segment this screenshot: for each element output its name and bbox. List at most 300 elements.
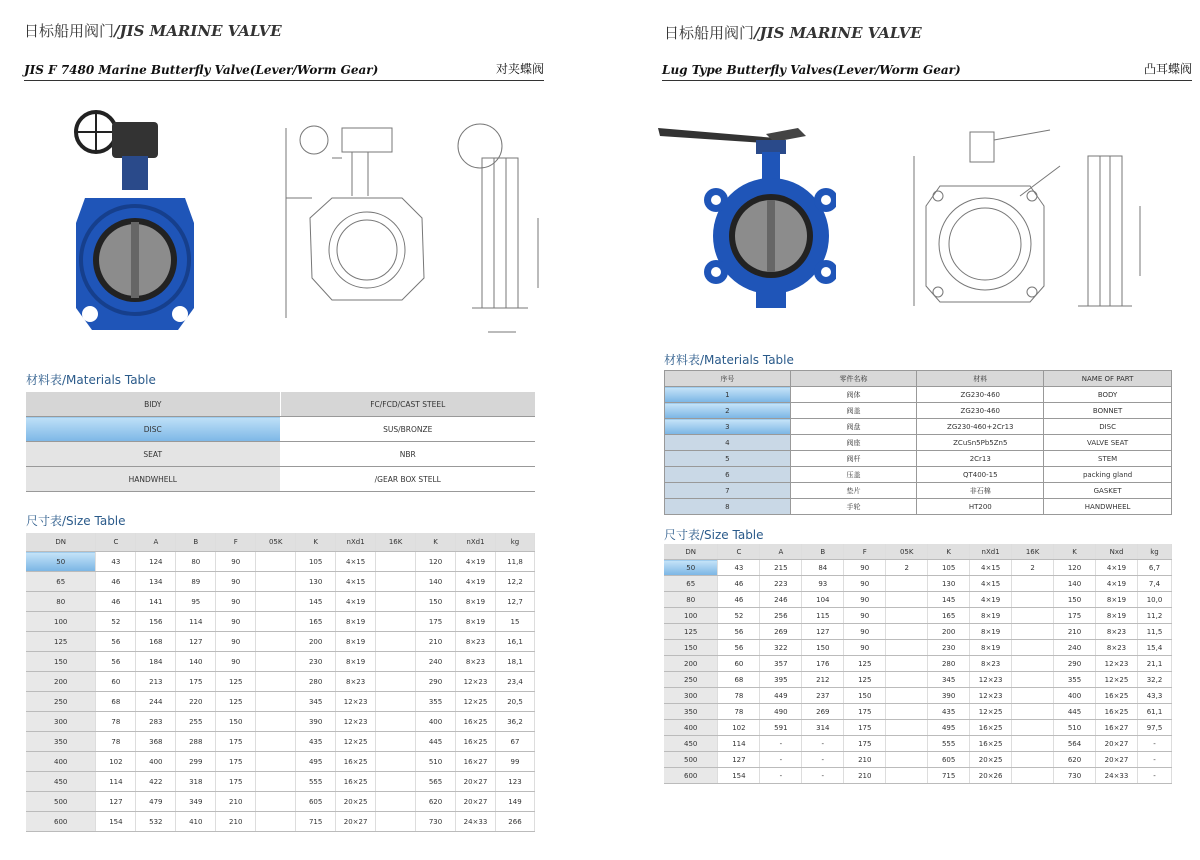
table-cell <box>886 768 928 784</box>
table-cell: 510 <box>416 752 456 772</box>
dn-cell: 450 <box>26 772 96 792</box>
table-cell: 322 <box>760 640 802 656</box>
table-cell <box>886 608 928 624</box>
table-row <box>664 720 1172 736</box>
table-cell: 16×25 <box>336 752 376 772</box>
table-row <box>664 688 1172 704</box>
table-row <box>26 612 535 632</box>
table-cell: 阀盖 <box>790 403 917 419</box>
table-cell: 115 <box>802 608 844 624</box>
table-cell: 8×19 <box>970 608 1012 624</box>
table-cell: 125 <box>844 672 886 688</box>
brand-en: /JIS MARINE VALVE <box>114 22 282 40</box>
column-header: K <box>928 544 970 560</box>
dn-cell: 125 <box>26 632 96 652</box>
table-row <box>26 672 535 692</box>
table-cell <box>376 792 416 812</box>
table-cell: 2 <box>1012 560 1054 576</box>
no-cell: 1 <box>665 387 791 403</box>
column-header: 零件名称 <box>790 371 917 387</box>
table-row <box>664 624 1172 640</box>
table-cell: 175 <box>176 672 216 692</box>
table-cell: HANDWHEEL <box>1044 499 1172 515</box>
table-cell: 175 <box>216 732 256 752</box>
table-row <box>664 672 1172 688</box>
table-row <box>26 572 535 592</box>
part-cell: DISC <box>26 417 280 442</box>
table-cell: 127 <box>802 624 844 640</box>
table-cell: 23,4 <box>495 672 534 692</box>
table-cell: 12×25 <box>970 704 1012 720</box>
table-cell: 318 <box>176 772 216 792</box>
table-cell: 90 <box>844 640 886 656</box>
table-cell <box>1012 608 1054 624</box>
table-cell: 175 <box>216 772 256 792</box>
table-cell: 90 <box>844 576 886 592</box>
table-cell: 89 <box>176 572 216 592</box>
table-cell: 90 <box>216 632 256 652</box>
table-cell: 垫片 <box>790 483 917 499</box>
table-cell: 20×25 <box>336 792 376 812</box>
size-header-row <box>26 533 535 552</box>
table-cell: 阀盘 <box>790 419 917 435</box>
table-cell: 114 <box>176 612 216 632</box>
column-header: K <box>296 533 336 552</box>
table-cell: 210 <box>844 752 886 768</box>
table-cell: 154 <box>96 812 136 832</box>
lug-valve-photo <box>656 120 836 310</box>
table-cell: 240 <box>1054 640 1096 656</box>
table-cell: 4×19 <box>970 592 1012 608</box>
table-cell: 93 <box>802 576 844 592</box>
table-cell: 210 <box>844 768 886 784</box>
table-cell <box>376 692 416 712</box>
table-cell: 67 <box>495 732 534 752</box>
brand-en: /JIS MARINE VALVE <box>754 24 922 42</box>
table-cell <box>1012 752 1054 768</box>
table-cell <box>376 812 416 832</box>
table-cell: 395 <box>760 672 802 688</box>
table-cell: 130 <box>928 576 970 592</box>
no-cell: 3 <box>665 419 791 435</box>
table-row <box>26 812 535 832</box>
table-cell: - <box>802 768 844 784</box>
table-row <box>26 772 535 792</box>
table-cell: 8×19 <box>1096 592 1138 608</box>
table-cell: 12,2 <box>495 572 534 592</box>
table-cell: 280 <box>296 672 336 692</box>
dn-cell: 500 <box>664 752 718 768</box>
no-cell: 8 <box>665 499 791 515</box>
table-cell: 56 <box>718 624 760 640</box>
dn-cell: 125 <box>664 624 718 640</box>
dn-cell: 200 <box>26 672 96 692</box>
table-cell <box>256 592 296 612</box>
table-cell: 8×19 <box>336 652 376 672</box>
table-cell: 141 <box>136 592 176 612</box>
table-cell: 345 <box>928 672 970 688</box>
table-cell: 176 <box>802 656 844 672</box>
table-row <box>26 417 535 442</box>
dn-cell: 300 <box>664 688 718 704</box>
table-cell: - <box>760 736 802 752</box>
table-cell: 78 <box>718 688 760 704</box>
table-row <box>26 712 535 732</box>
no-cell: 2 <box>665 403 791 419</box>
table-cell: 43,3 <box>1137 688 1171 704</box>
table-cell: 730 <box>416 812 456 832</box>
column-header: B <box>176 533 216 552</box>
table-cell: 56 <box>718 640 760 656</box>
table-cell: 52 <box>96 612 136 632</box>
table-cell: 280 <box>928 656 970 672</box>
table-cell <box>886 736 928 752</box>
table-cell: 90 <box>216 552 256 572</box>
table-cell: 56 <box>96 652 136 672</box>
table-cell <box>256 552 296 572</box>
table-cell: 90 <box>844 624 886 640</box>
table-cell: 200 <box>296 632 336 652</box>
table-cell: 120 <box>1054 560 1096 576</box>
table-cell <box>376 772 416 792</box>
table-row <box>665 483 1172 499</box>
column-header: 序号 <box>665 371 791 387</box>
table-row <box>664 736 1172 752</box>
table-cell: 269 <box>802 704 844 720</box>
product-title: JIS F 7480 Marine Butterfly Valve(Lever/Worm Gear) <box>24 63 379 77</box>
dn-cell: 250 <box>664 672 718 688</box>
no-cell: 6 <box>665 467 791 483</box>
table-cell: 2Cr13 <box>917 451 1044 467</box>
table-cell: 290 <box>416 672 456 692</box>
table-row <box>26 442 535 467</box>
table-cell: - <box>1137 768 1171 784</box>
table-cell: 349 <box>176 792 216 812</box>
part-cell: SEAT <box>26 442 280 467</box>
table-cell: 532 <box>136 812 176 832</box>
table-row <box>665 451 1172 467</box>
table-cell: 715 <box>296 812 336 832</box>
table-cell: 84 <box>802 560 844 576</box>
table-cell: 127 <box>176 632 216 652</box>
table-cell: 80 <box>176 552 216 572</box>
table-cell: 8×23 <box>970 656 1012 672</box>
table-cell: - <box>760 752 802 768</box>
table-row <box>26 392 535 417</box>
dn-cell: 500 <box>26 792 96 812</box>
table-row <box>664 592 1172 608</box>
column-header: Nxd <box>1096 544 1138 560</box>
table-cell: ZG230-460 <box>917 403 1044 419</box>
table-cell: 16,1 <box>495 632 534 652</box>
table-cell: 11,5 <box>1137 624 1171 640</box>
table-cell <box>256 712 296 732</box>
column-header: NAME OF PART <box>1044 371 1172 387</box>
table-cell: 20×27 <box>1096 736 1138 752</box>
table-cell: 184 <box>136 652 176 672</box>
table-cell: 564 <box>1054 736 1096 752</box>
table-cell: 46 <box>96 572 136 592</box>
table-cell <box>376 732 416 752</box>
table-cell: VALVE SEAT <box>1044 435 1172 451</box>
table-cell: 90 <box>216 652 256 672</box>
table-cell: packing gland <box>1044 467 1172 483</box>
table-cell: 355 <box>1054 672 1096 688</box>
table-cell: 12,7 <box>495 592 534 612</box>
table-cell: 565 <box>416 772 456 792</box>
table-cell <box>256 772 296 792</box>
column-header: nXd1 <box>456 533 496 552</box>
table-cell: 210 <box>416 632 456 652</box>
table-cell: 15,4 <box>1137 640 1171 656</box>
table-cell: 4×15 <box>970 576 1012 592</box>
table-cell: 2 <box>886 560 928 576</box>
product-header <box>24 60 544 81</box>
materials-heading: 材料表/Materials Table <box>26 373 156 387</box>
table-cell <box>886 752 928 768</box>
table-cell <box>886 672 928 688</box>
table-cell <box>256 792 296 812</box>
table-row <box>664 576 1172 592</box>
table-cell: 114 <box>718 736 760 752</box>
table-cell: 299 <box>176 752 216 772</box>
table-cell: 78 <box>96 732 136 752</box>
table-cell: 555 <box>296 772 336 792</box>
table-cell: 90 <box>844 560 886 576</box>
size-heading: 尺寸表/Size Table <box>26 514 126 528</box>
table-cell: 400 <box>136 752 176 772</box>
table-cell: 12×23 <box>336 712 376 732</box>
brand-cn: 日标船用阀门 <box>24 22 115 40</box>
table-cell <box>376 572 416 592</box>
column-header: F <box>844 544 886 560</box>
table-cell: 78 <box>96 712 136 732</box>
table-cell: 21,1 <box>1137 656 1171 672</box>
table-cell: BODY <box>1044 387 1172 403</box>
table-cell: 510 <box>1054 720 1096 736</box>
table-cell: 591 <box>760 720 802 736</box>
table-cell: 16×25 <box>1096 704 1138 720</box>
column-header: A <box>136 533 176 552</box>
size-heading: 尺寸表/Size Table <box>664 528 764 542</box>
table-cell: 90 <box>216 612 256 632</box>
table-cell <box>256 572 296 592</box>
table-cell: 20×27 <box>456 792 496 812</box>
table-cell <box>1012 656 1054 672</box>
table-cell: 175 <box>844 736 886 752</box>
table-cell: 8×23 <box>456 632 496 652</box>
materials-table <box>26 392 535 492</box>
table-cell: 269 <box>760 624 802 640</box>
table-cell: 95 <box>176 592 216 612</box>
dn-cell: 350 <box>26 732 96 752</box>
table-cell <box>376 612 416 632</box>
table-cell: 4×19 <box>1096 576 1138 592</box>
table-cell: 605 <box>928 752 970 768</box>
material-cell: FC/FCD/CAST STEEL <box>280 392 535 417</box>
table-cell: 4×19 <box>1096 560 1138 576</box>
table-cell: QT400-15 <box>917 467 1044 483</box>
lug-valve-drawing <box>910 126 1170 316</box>
table-cell: 104 <box>802 592 844 608</box>
table-row <box>664 656 1172 672</box>
materials-header-row <box>665 371 1172 387</box>
table-cell: 145 <box>928 592 970 608</box>
table-cell: 12×23 <box>970 672 1012 688</box>
table-cell: 237 <box>802 688 844 704</box>
table-row <box>665 419 1172 435</box>
dn-cell: 350 <box>664 704 718 720</box>
column-header: kg <box>1137 544 1171 560</box>
table-cell <box>376 752 416 772</box>
table-cell: 15 <box>495 612 534 632</box>
table-cell <box>886 592 928 608</box>
column-header: F <box>216 533 256 552</box>
table-cell: 4×15 <box>336 552 376 572</box>
dn-cell: 150 <box>26 652 96 672</box>
table-cell <box>886 688 928 704</box>
table-cell: 230 <box>928 640 970 656</box>
table-cell: 244 <box>136 692 176 712</box>
table-cell: 16×27 <box>456 752 496 772</box>
table-cell: 210 <box>216 792 256 812</box>
column-header: 16K <box>376 533 416 552</box>
table-cell: 175 <box>844 704 886 720</box>
table-cell: 43 <box>718 560 760 576</box>
table-cell: 4×15 <box>336 572 376 592</box>
table-cell: 495 <box>296 752 336 772</box>
table-cell <box>886 640 928 656</box>
table-cell: 10,0 <box>1137 592 1171 608</box>
table-row <box>664 768 1172 784</box>
table-cell: 8×23 <box>456 652 496 672</box>
table-cell: 非石棉 <box>917 483 1044 499</box>
table-cell: 16×27 <box>1096 720 1138 736</box>
table-cell <box>1012 736 1054 752</box>
table-cell: 16×25 <box>970 736 1012 752</box>
column-header: DN <box>664 544 718 560</box>
materials-table <box>664 370 1172 515</box>
table-cell: 255 <box>176 712 216 732</box>
table-row <box>26 692 535 712</box>
table-row <box>665 499 1172 515</box>
table-cell: 99 <box>495 752 534 772</box>
table-cell: 165 <box>928 608 970 624</box>
table-cell: 8×19 <box>456 612 496 632</box>
table-cell: 8×19 <box>970 640 1012 656</box>
table-cell: 290 <box>1054 656 1096 672</box>
table-cell: 168 <box>136 632 176 652</box>
table-cell: 8×19 <box>1096 608 1138 624</box>
table-cell: 479 <box>136 792 176 812</box>
table-cell: 125 <box>216 672 256 692</box>
table-cell: 90 <box>844 592 886 608</box>
table-cell: 12×23 <box>456 672 496 692</box>
column-header: nXd1 <box>336 533 376 552</box>
wafer-valve-drawing <box>272 118 552 340</box>
material-cell: SUS/BRONZE <box>280 417 535 442</box>
material-cell: /GEAR BOX STELL <box>280 467 535 492</box>
dn-cell: 150 <box>664 640 718 656</box>
table-cell: 8×19 <box>336 632 376 652</box>
table-row <box>26 632 535 652</box>
table-cell: 8×19 <box>970 624 1012 640</box>
column-header: DN <box>26 533 96 552</box>
table-cell <box>256 752 296 772</box>
table-cell: 230 <box>296 652 336 672</box>
table-cell: 16×25 <box>970 720 1012 736</box>
table-cell: 114 <box>96 772 136 792</box>
table-cell: 175 <box>1054 608 1096 624</box>
table-row <box>26 792 535 812</box>
table-cell: - <box>760 768 802 784</box>
dn-cell: 200 <box>664 656 718 672</box>
column-header: C <box>96 533 136 552</box>
table-cell: 32,2 <box>1137 672 1171 688</box>
table-cell <box>1012 576 1054 592</box>
table-cell: 90 <box>844 608 886 624</box>
table-cell: 490 <box>760 704 802 720</box>
column-header: K <box>416 533 456 552</box>
table-cell: 60 <box>718 656 760 672</box>
table-row <box>26 592 535 612</box>
table-cell: 8×23 <box>1096 624 1138 640</box>
table-cell <box>376 552 416 572</box>
table-cell: ZG230-460+2Cr13 <box>917 419 1044 435</box>
dn-cell: 80 <box>664 592 718 608</box>
table-cell: 16×25 <box>1096 688 1138 704</box>
table-cell: 215 <box>760 560 802 576</box>
table-cell: 127 <box>96 792 136 812</box>
table-cell: - <box>802 752 844 768</box>
table-cell: 6,7 <box>1137 560 1171 576</box>
table-cell: 阀座 <box>790 435 917 451</box>
table-cell: 140 <box>416 572 456 592</box>
table-cell: 36,2 <box>495 712 534 732</box>
table-cell: 314 <box>802 720 844 736</box>
table-cell: 390 <box>928 688 970 704</box>
table-cell: 495 <box>928 720 970 736</box>
table-cell: 60 <box>96 672 136 692</box>
table-cell: 90 <box>216 572 256 592</box>
table-cell: 125 <box>844 656 886 672</box>
table-cell: 8×23 <box>1096 640 1138 656</box>
brand-heading <box>24 20 282 41</box>
table-cell: 127 <box>718 752 760 768</box>
table-cell: 283 <box>136 712 176 732</box>
table-row <box>664 560 1172 576</box>
size-header-row <box>664 544 1172 560</box>
table-cell: 压盖 <box>790 467 917 483</box>
table-cell <box>1012 592 1054 608</box>
table-cell <box>376 652 416 672</box>
table-cell: HT200 <box>917 499 1044 515</box>
size-table <box>26 533 535 832</box>
table-cell: 123 <box>495 772 534 792</box>
table-cell: 223 <box>760 576 802 592</box>
table-cell: 345 <box>296 692 336 712</box>
table-cell: 156 <box>136 612 176 632</box>
table-cell: 阀杆 <box>790 451 917 467</box>
dn-cell: 50 <box>26 552 96 572</box>
table-cell: 18,1 <box>495 652 534 672</box>
table-cell: 68 <box>718 672 760 688</box>
table-cell: 12×25 <box>336 732 376 752</box>
table-cell: 145 <box>296 592 336 612</box>
column-header: 材料 <box>917 371 1044 387</box>
table-row <box>26 552 535 572</box>
table-row <box>664 752 1172 768</box>
